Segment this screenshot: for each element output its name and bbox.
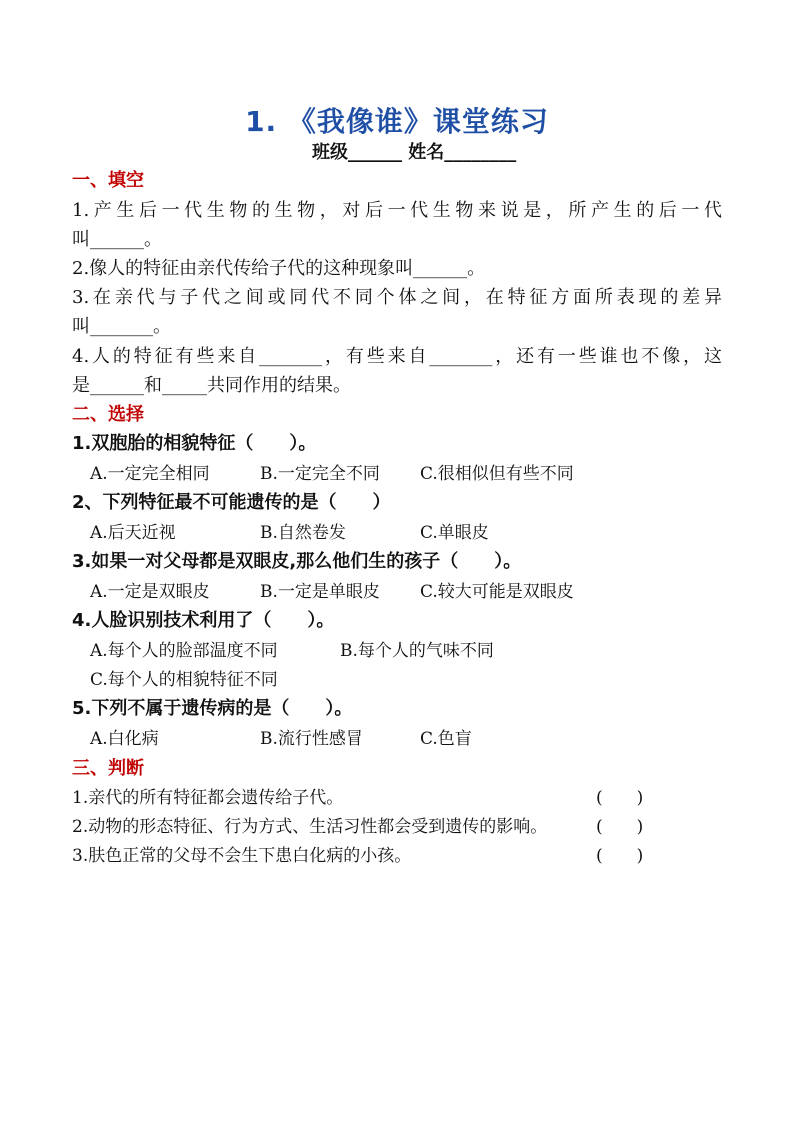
choice-2-option-b: B.自然卷发: [260, 523, 346, 543]
choice-question-1: 1.双胞胎的相貌特征（ ）。: [72, 433, 317, 454]
choice-2-option-c: C.单眼皮: [420, 523, 489, 543]
section-heading-choice: 二、选择: [72, 404, 144, 425]
fill-question-1-line-2: 叫______。: [72, 229, 162, 250]
fill-question-3-line-2: 叫_______。: [72, 316, 171, 337]
judge-question-1: 1.亲代的所有特征都会遗传给子代。: [72, 788, 344, 808]
choice-question-4: 4.人脸识别技术利用了（ ）。: [72, 610, 335, 631]
fill-question-1-line-1: 1.产生后一代生物的生物，对后一代生物来说是，所产生的后一代: [72, 200, 722, 221]
judge-question-3: 3.肤色正常的父母不会生下患白化病的小孩。: [72, 846, 412, 866]
choice-3-option-a: A.一定是双眼皮: [90, 582, 210, 602]
page-title: 1. 《我像谁》课堂练习: [245, 105, 549, 138]
choice-4-option-b: B.每个人的气味不同: [340, 641, 494, 661]
fill-question-3-line-1: 3.在亲代与子代之间或同代不同个体之间，在特征方面所表现的差异: [72, 287, 722, 308]
choice-question-5: 5.下列不属于遗传病的是（ ）。: [72, 698, 353, 719]
fill-question-4-line-1: 4.人的特征有些来自_______，有些来自_______，还有一些谁也不像，这: [72, 346, 722, 367]
choice-4-option-a: A.每个人的脸部温度不同: [90, 641, 278, 661]
section-heading-judge: 三、判断: [72, 758, 144, 779]
judge-answer-2: ( ): [596, 817, 644, 837]
choice-2-option-a: A.后天近视: [90, 523, 176, 543]
choice-3-option-b: B.一定是单眼皮: [260, 582, 380, 602]
choice-question-2: 2、下列特征最不可能遗传的是（ ）: [72, 492, 391, 513]
choice-5-option-b: B.流行性感冒: [260, 729, 363, 749]
choice-1-option-c: C.很相似但有些不同: [420, 464, 574, 484]
choice-3-option-c: C.较大可能是双眼皮: [420, 582, 574, 602]
choice-1-option-a: A.一定完全相同: [90, 464, 210, 484]
judge-answer-1: ( ): [596, 788, 644, 808]
fill-question-4-line-2: 是______和_____共同作用的结果。: [72, 375, 351, 396]
fill-question-2: 2.像人的特征由亲代传给子代的这种现象叫______。: [72, 258, 486, 279]
choice-5-option-c: C.色盲: [420, 729, 472, 749]
choice-4-option-c: C.每个人的相貌特征不同: [90, 670, 278, 690]
class-name-line: 班级______ 姓名________: [312, 142, 517, 163]
judge-answer-3: ( ): [596, 846, 644, 866]
judge-question-2: 2.动物的形态特征、行为方式、生活习性都会受到遗传的影响。: [72, 817, 548, 837]
choice-1-option-b: B.一定完全不同: [260, 464, 380, 484]
choice-5-option-a: A.白化病: [90, 729, 159, 749]
choice-question-3: 3.如果一对父母都是双眼皮,那么他们生的孩子（ ）。: [72, 551, 522, 572]
section-heading-fill: 一、填空: [72, 170, 144, 191]
